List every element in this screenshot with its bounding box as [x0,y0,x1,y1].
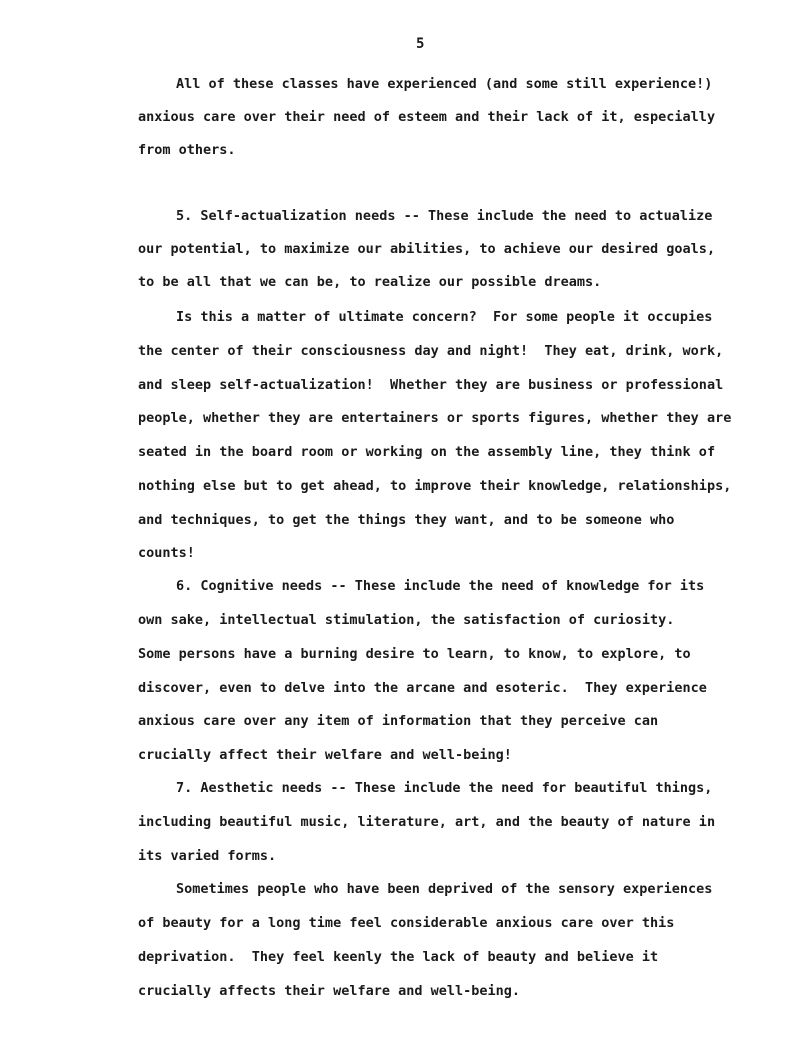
page-number: 5 [416,36,425,52]
text-line: crucially affect their welfare and well-being! [138,747,512,763]
text-line: crucially affects their welfare and well-being. [138,983,521,999]
text-line: our potential, to maximize our abilities, to achieve our desired goals, [138,241,716,257]
text-line: and techniques, to get the things they want, and to be someone who [138,512,675,528]
text-line: deprivation. They feel keenly the lack of beauty and believe it [138,949,659,965]
text-line: its varied forms. [138,848,277,864]
text-line: Is this a matter of ultimate concern? For some people it occupies [176,309,713,325]
text-line: people, whether they are entertainers or sports figures, whether they are [138,410,732,426]
text-line: All of these classes have experienced (and some still experience!) [176,76,713,92]
text-line: the center of their consciousness day and night! They eat, drink, work, [138,343,724,359]
text-line: from others. [138,142,236,158]
text-line: of beauty for a long time feel considerable anxious care over this [138,915,675,931]
text-line: 6. Cognitive needs -- These include the need of knowledge for its [176,578,705,594]
text-line: 7. Aesthetic needs -- These include the need for beautiful things, [176,780,713,796]
text-line: and sleep self-actualization! Whether they are business or professional [138,377,724,393]
text-line: including beautiful music, literature, art, and the beauty of nature in [138,814,716,830]
text-line: to be all that we can be, to realize our possible dreams. [138,274,602,290]
text-line: anxious care over any item of information that they perceive can [138,713,659,729]
text-line: seated in the board room or working on the assembly line, they think of [138,444,716,460]
text-line: 5. Self-actualization needs -- These include the need to actualize [176,208,713,224]
text-line: discover, even to delve into the arcane and esoteric. They experience [138,680,707,696]
text-line: nothing else but to get ahead, to improve their knowledge, relationships, [138,478,732,494]
text-line: counts! [138,545,195,561]
text-line: Some persons have a burning desire to learn, to know, to explore, to [138,646,691,662]
text-line: Sometimes people who have been deprived of the sensory experiences [176,881,713,897]
text-line: own sake, intellectual stimulation, the satisfaction of curiosity. [138,612,675,628]
text-line: anxious care over their need of esteem and their lack of it, especially [138,109,716,125]
